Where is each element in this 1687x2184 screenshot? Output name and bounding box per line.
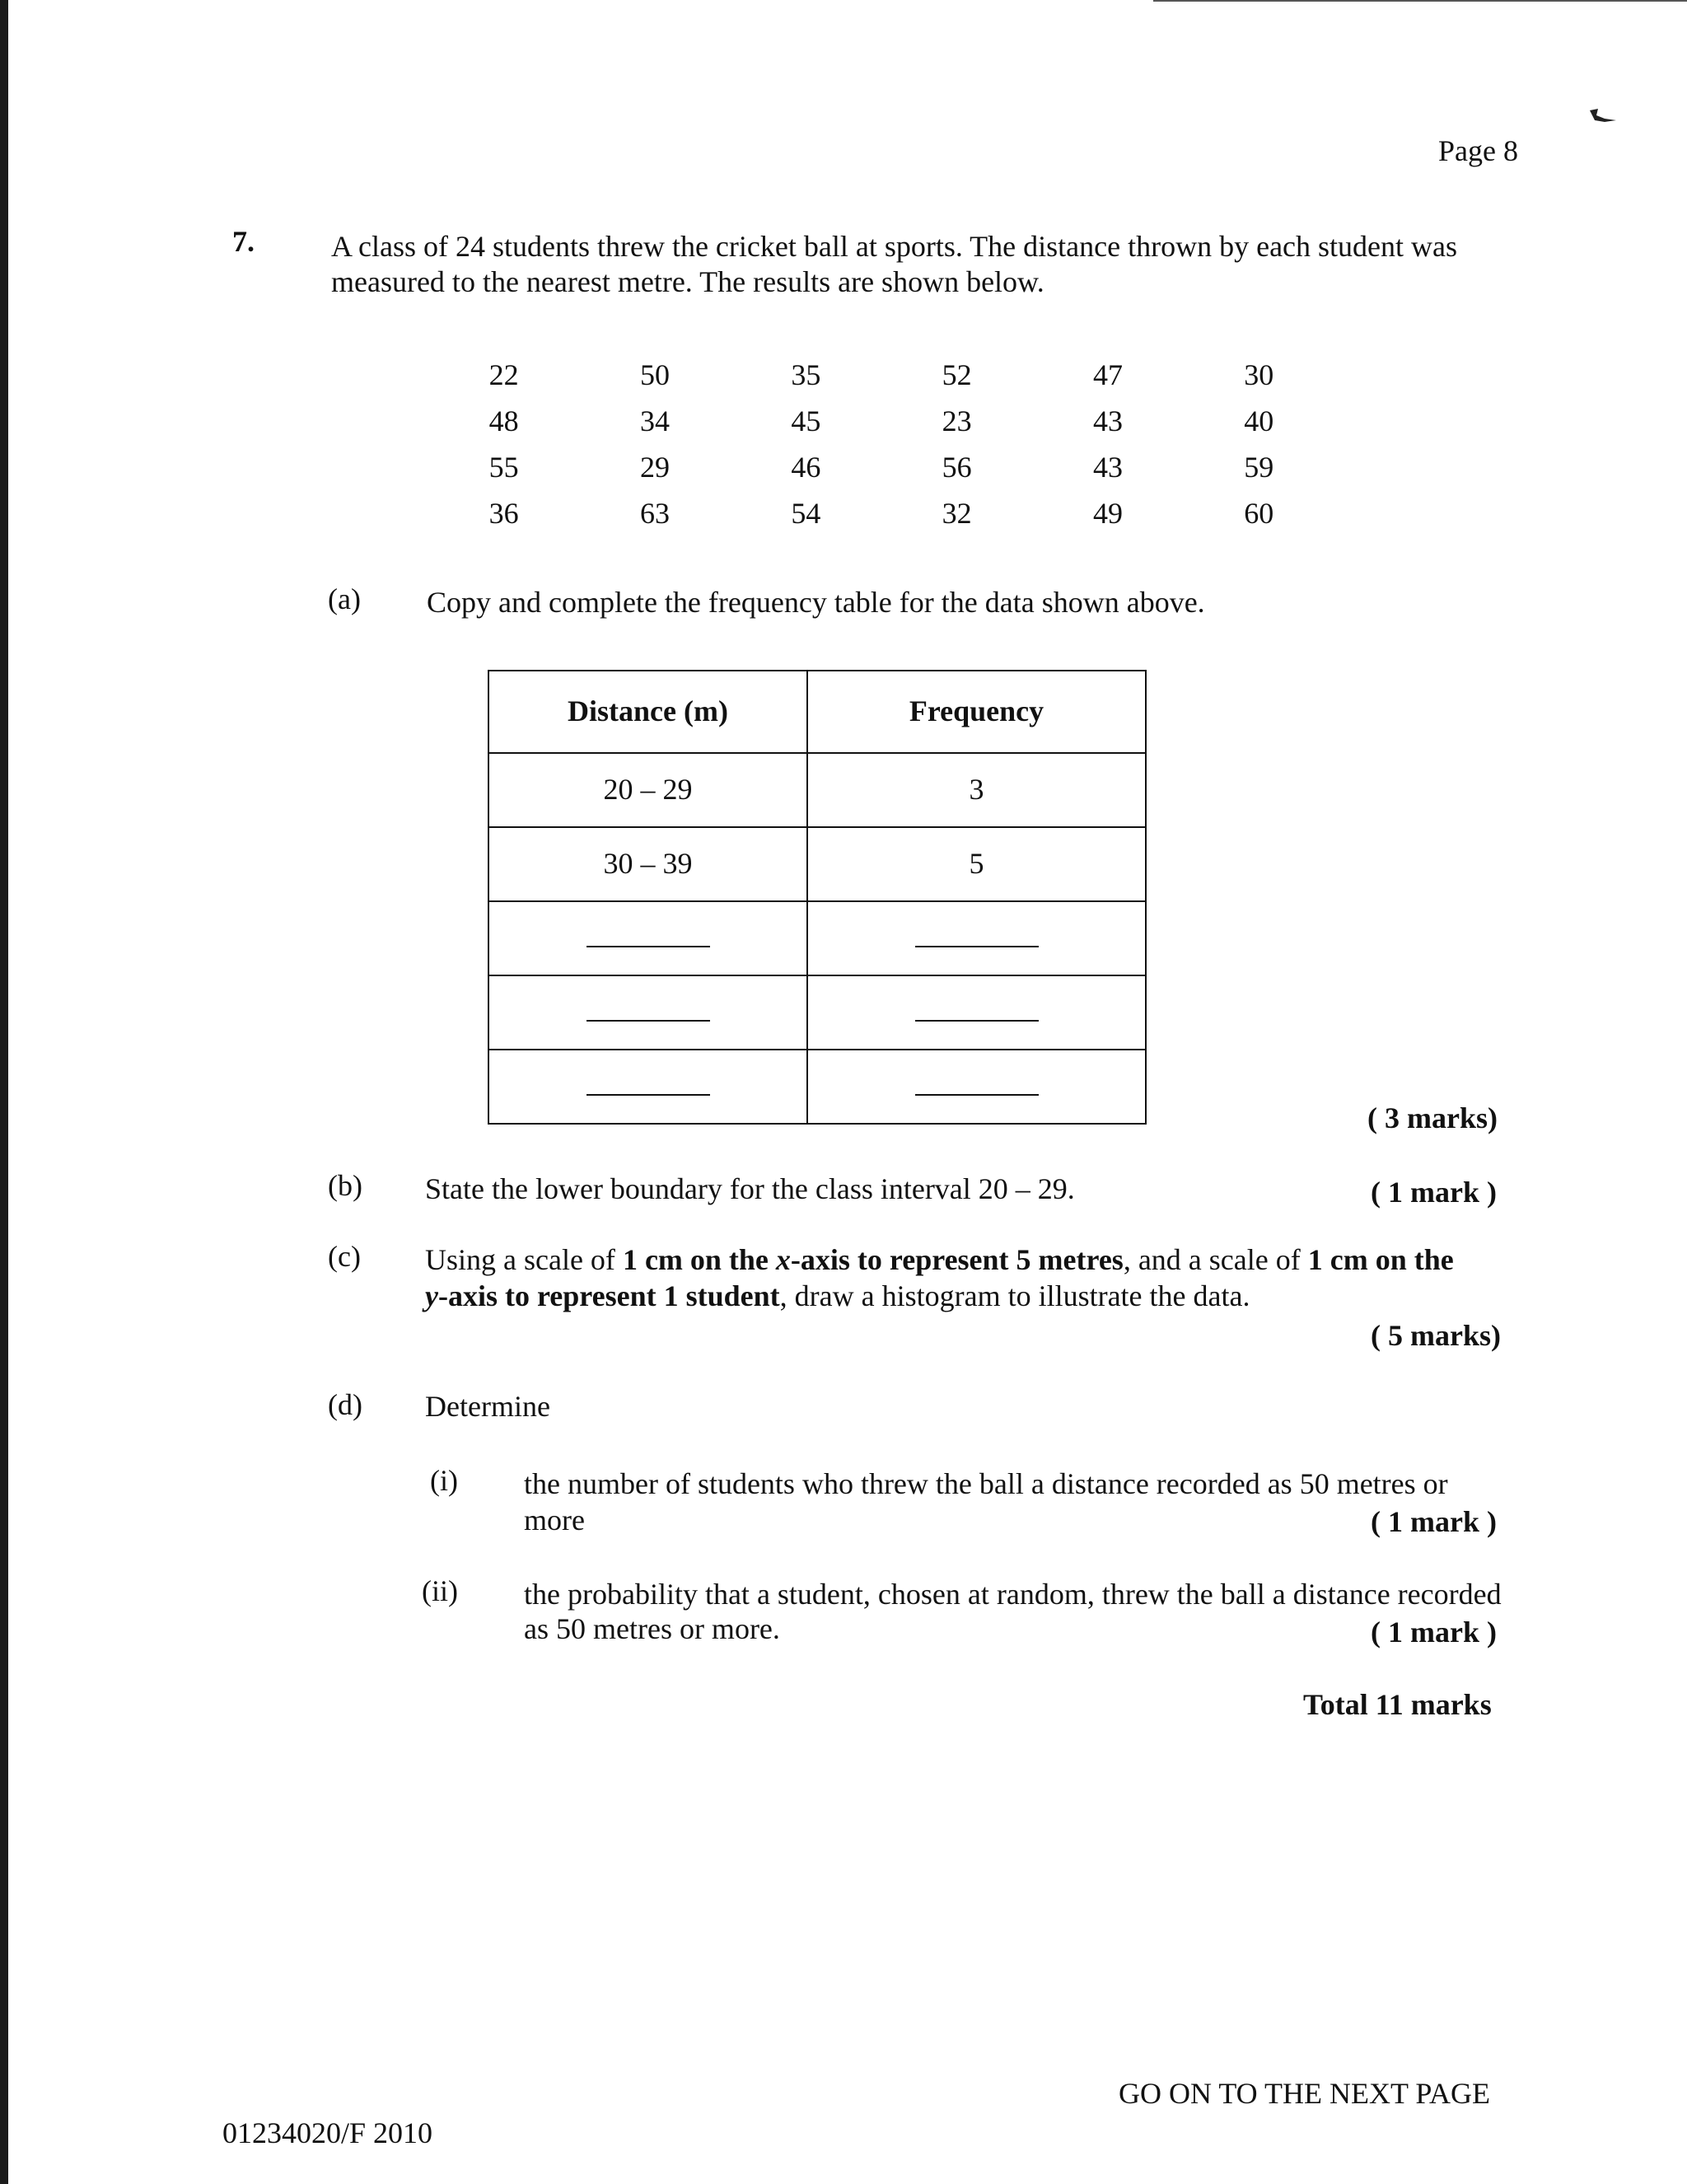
table-cell-blank [807, 975, 1146, 1050]
part-a-label: (a) [328, 582, 361, 615]
data-value: 52 [942, 358, 972, 392]
part-d-ii-marks: ( 1 mark ) [1371, 1616, 1497, 1649]
data-value: 32 [942, 497, 972, 531]
question-intro-line-1: A class of 24 students threw the cricket ball at sports. The distance thrown by each student was [331, 230, 1457, 263]
table-cell-blank [807, 901, 1146, 975]
paper-code: 01234020/F 2010 [222, 2116, 433, 2149]
part-b-text: State the lower boundary for the class interval 20 – 29. [425, 1172, 1075, 1205]
part-c-bold: 1 cm on the [1307, 1243, 1454, 1276]
table-cell-blank [488, 901, 807, 975]
question-intro [331, 229, 1526, 300]
data-value: 23 [942, 405, 972, 438]
answer-blank-line [915, 1003, 1039, 1022]
answer-blank-line [915, 1078, 1039, 1096]
part-d-ii-label: (ii) [422, 1574, 458, 1607]
table-row-blank [488, 901, 1146, 975]
data-value: 63 [639, 497, 670, 531]
part-c-x-italic: x [775, 1243, 791, 1276]
data-value: 56 [942, 451, 972, 484]
table-cell-frequency: 3 [807, 753, 1146, 827]
table-cell-distance: 20 – 29 [488, 753, 807, 827]
data-value: 54 [791, 497, 821, 531]
data-value: 46 [791, 451, 821, 484]
data-value: 45 [791, 405, 821, 438]
part-d-i-marks: ( 1 mark ) [1371, 1505, 1497, 1538]
part-c-bold: -axis to represent 5 metres [790, 1243, 1124, 1276]
data-value: 43 [1092, 405, 1123, 438]
table-header-row [488, 671, 1146, 753]
data-value: 40 [1244, 405, 1274, 438]
part-c-text: , draw a histogram to illustrate the data. [779, 1279, 1250, 1312]
table-cell-blank [488, 975, 807, 1050]
question-number: 7. [232, 225, 255, 258]
table-row-blank [488, 975, 1146, 1050]
data-value: 34 [639, 405, 670, 438]
data-value: 30 [1244, 358, 1274, 392]
data-row [428, 353, 1334, 399]
answer-blank-line [915, 929, 1039, 947]
part-d-i-label: (i) [430, 1464, 458, 1497]
part-d-ii-line-1: the probability that a student, chosen at random, threw the ball a distance recorded [524, 1578, 1502, 1611]
page-number: Page 8 [1438, 134, 1518, 167]
table-cell-blank [807, 1050, 1146, 1124]
part-c-text: Using a scale of [425, 1243, 623, 1276]
data-row [428, 491, 1334, 537]
data-value: 50 [639, 358, 670, 392]
part-c-marks: ( 5 marks) [1371, 1319, 1501, 1352]
part-a-text: Copy and complete the frequency table for the data shown above. [427, 586, 1205, 619]
data-value: 47 [1092, 358, 1123, 392]
table-row [488, 827, 1146, 901]
part-c-bold: -axis to represent 1 student [437, 1279, 780, 1312]
data-value: 59 [1244, 451, 1274, 484]
frequency-table [488, 670, 1147, 1125]
part-c-line-2 [425, 1279, 1250, 1314]
data-value: 35 [791, 358, 821, 392]
table-row-blank [488, 1050, 1146, 1124]
table-cell-frequency: 5 [807, 827, 1146, 901]
answer-blank-line [586, 929, 710, 947]
part-c-line-1 [425, 1242, 1454, 1278]
table-header-frequency: Frequency [807, 671, 1146, 753]
data-value: 55 [488, 451, 519, 484]
part-d-i-line-2: more [524, 1504, 585, 1536]
data-value: 43 [1092, 451, 1123, 484]
data-row [428, 445, 1334, 491]
part-b-marks: ( 1 mark ) [1371, 1176, 1497, 1209]
table-cell-blank [488, 1050, 807, 1124]
data-value: 22 [488, 358, 519, 392]
data-value: 49 [1092, 497, 1123, 531]
table-row [488, 753, 1146, 827]
part-c-y-italic: y [425, 1279, 438, 1312]
scan-left-edge [0, 0, 8, 2184]
data-value: 29 [639, 451, 670, 484]
raw-data-grid [428, 353, 1334, 537]
scan-mark-icon [1588, 107, 1618, 130]
table-header-distance: Distance (m) [488, 671, 807, 753]
answer-blank-line [586, 1078, 710, 1096]
go-on-notice: GO ON TO THE NEXT PAGE [1119, 2077, 1491, 2110]
question-intro-line-2: measured to the nearest metre. The results are shown below. [331, 265, 1044, 299]
part-d-text: Determine [425, 1390, 550, 1423]
table-cell-distance: 30 – 39 [488, 827, 807, 901]
part-c-bold: 1 cm on the [622, 1243, 776, 1276]
data-row [428, 399, 1334, 445]
part-d-label: (d) [328, 1388, 362, 1421]
data-value: 60 [1244, 497, 1274, 531]
answer-blank-line [586, 1003, 710, 1022]
part-c-label: (c) [328, 1240, 361, 1273]
part-a-marks: ( 3 marks) [1367, 1101, 1498, 1134]
data-value: 36 [488, 497, 519, 531]
total-marks: Total 11 marks [1303, 1688, 1492, 1721]
part-d-ii-line-2: as 50 metres or more. [524, 1612, 780, 1645]
part-c-text: , and a scale of [1123, 1243, 1308, 1276]
scan-top-rule [1153, 0, 1687, 2]
part-b-label: (b) [328, 1169, 362, 1202]
part-d-i-line-1: the number of students who threw the ball a distance recorded as 50 metres or [524, 1467, 1448, 1500]
data-value: 48 [488, 405, 519, 438]
